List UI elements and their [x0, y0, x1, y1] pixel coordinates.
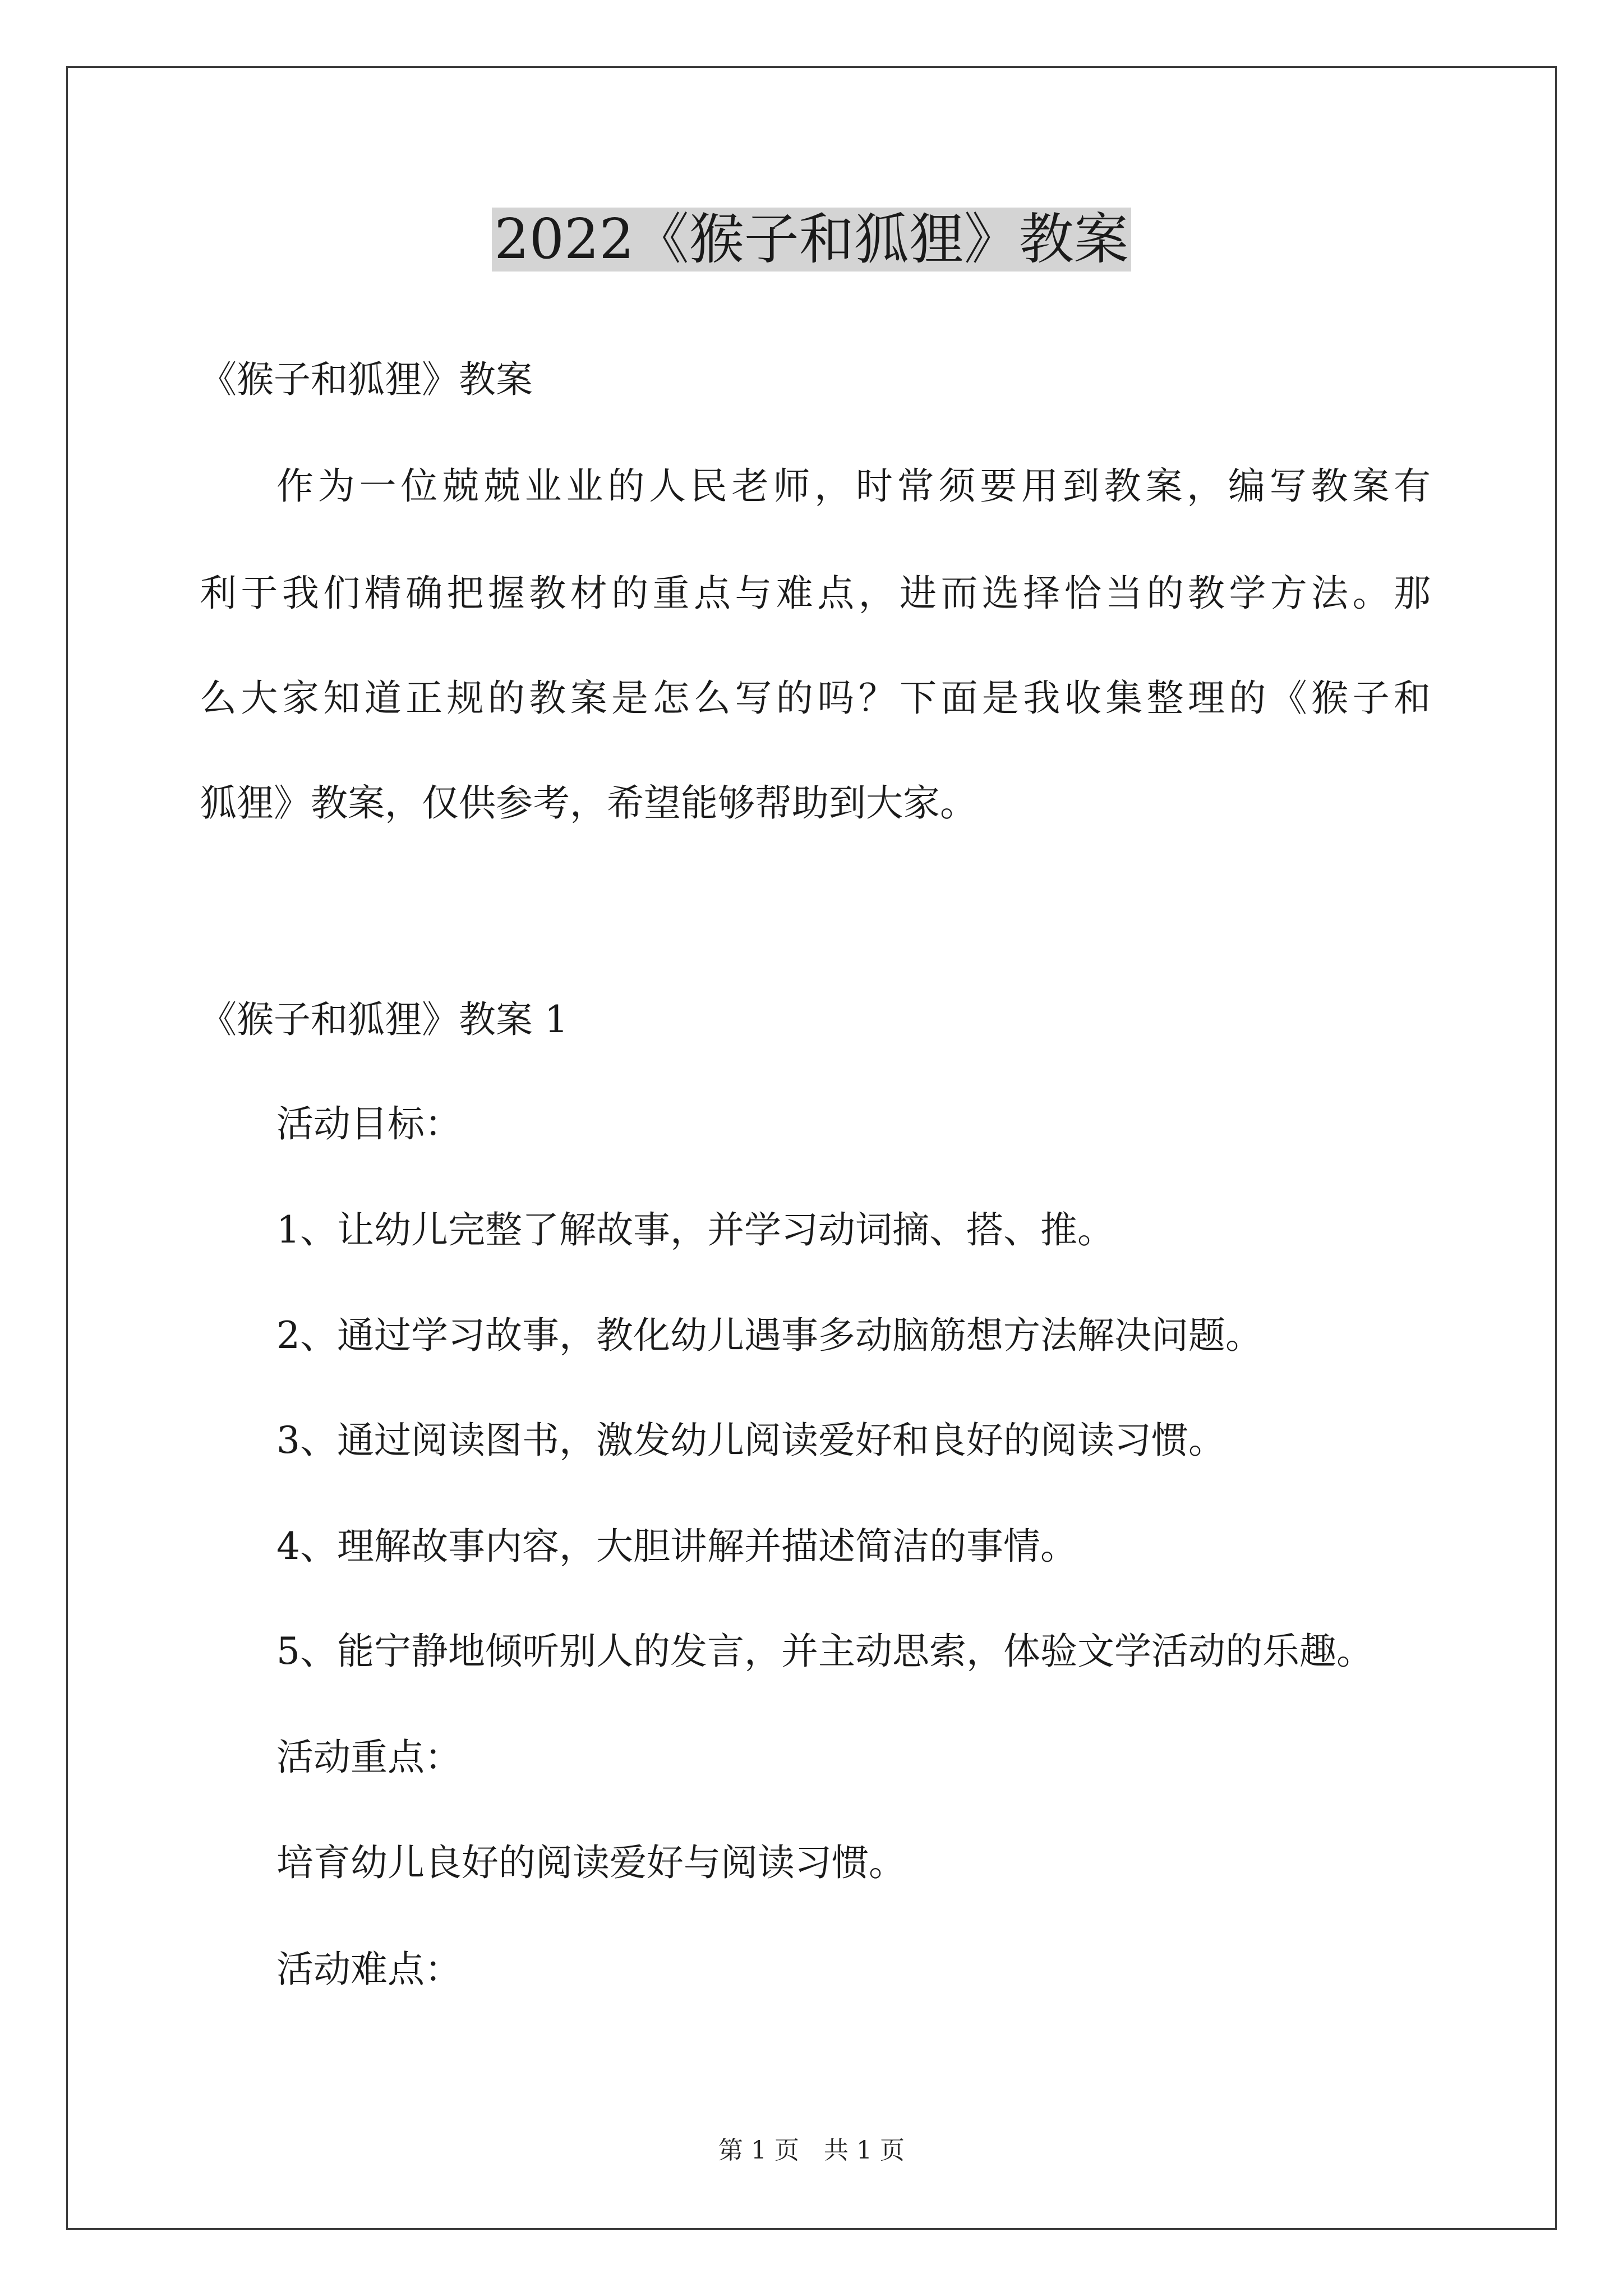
goal-item: 1、让幼儿完整了解故事，并学习动词摘、搭、推。: [276, 1208, 1114, 1251]
difficulty-label: 活动难点：: [276, 1948, 462, 1991]
goal-item: 4、理解故事内容，大胆讲解并描述简洁的事情。: [276, 1525, 1077, 1568]
document-subtitle: 《猴子和狐狸》教案: [200, 358, 533, 401]
goal-item: 2、通过学习故事，教化幼儿遇事多动脑筋想方法解决问题。: [276, 1314, 1262, 1357]
intro-line-1: 作为一位兢兢业业的人民老师，时常须要用到教案，编写教案有: [276, 464, 1431, 508]
intro-line-3: 么大家知道正规的教案是怎么写的吗？下面是我收集整理的《猴子和: [200, 677, 1431, 720]
goals-label: 活动目标：: [276, 1102, 462, 1145]
document-title: [0, 203, 1623, 276]
document-title-text: 2022《猴子和狐狸》教案: [492, 208, 1131, 272]
goal-item: 5、能宁静地倾听别人的发言，并主动思索，体验文学活动的乐趣。: [276, 1630, 1373, 1673]
intro-line-2: 利于我们精确把握教材的重点与难点，进而选择恰当的教学方法。那: [200, 572, 1431, 615]
intro-line-4: 狐狸》教案，仅供参考，希望能够帮助到大家。: [200, 781, 977, 825]
focus-label: 活动重点：: [276, 1736, 462, 1779]
goal-item: 3、通过阅读图书，激发幼儿阅读爱好和良好的阅读习惯。: [276, 1419, 1225, 1462]
section-heading: 《猴子和狐狸》教案 1: [200, 998, 568, 1041]
page-footer: 第 1 页 共 1 页: [718, 2136, 905, 2165]
focus-text: 培育幼儿良好的阅读爱好与阅读习惯。: [276, 1841, 906, 1884]
